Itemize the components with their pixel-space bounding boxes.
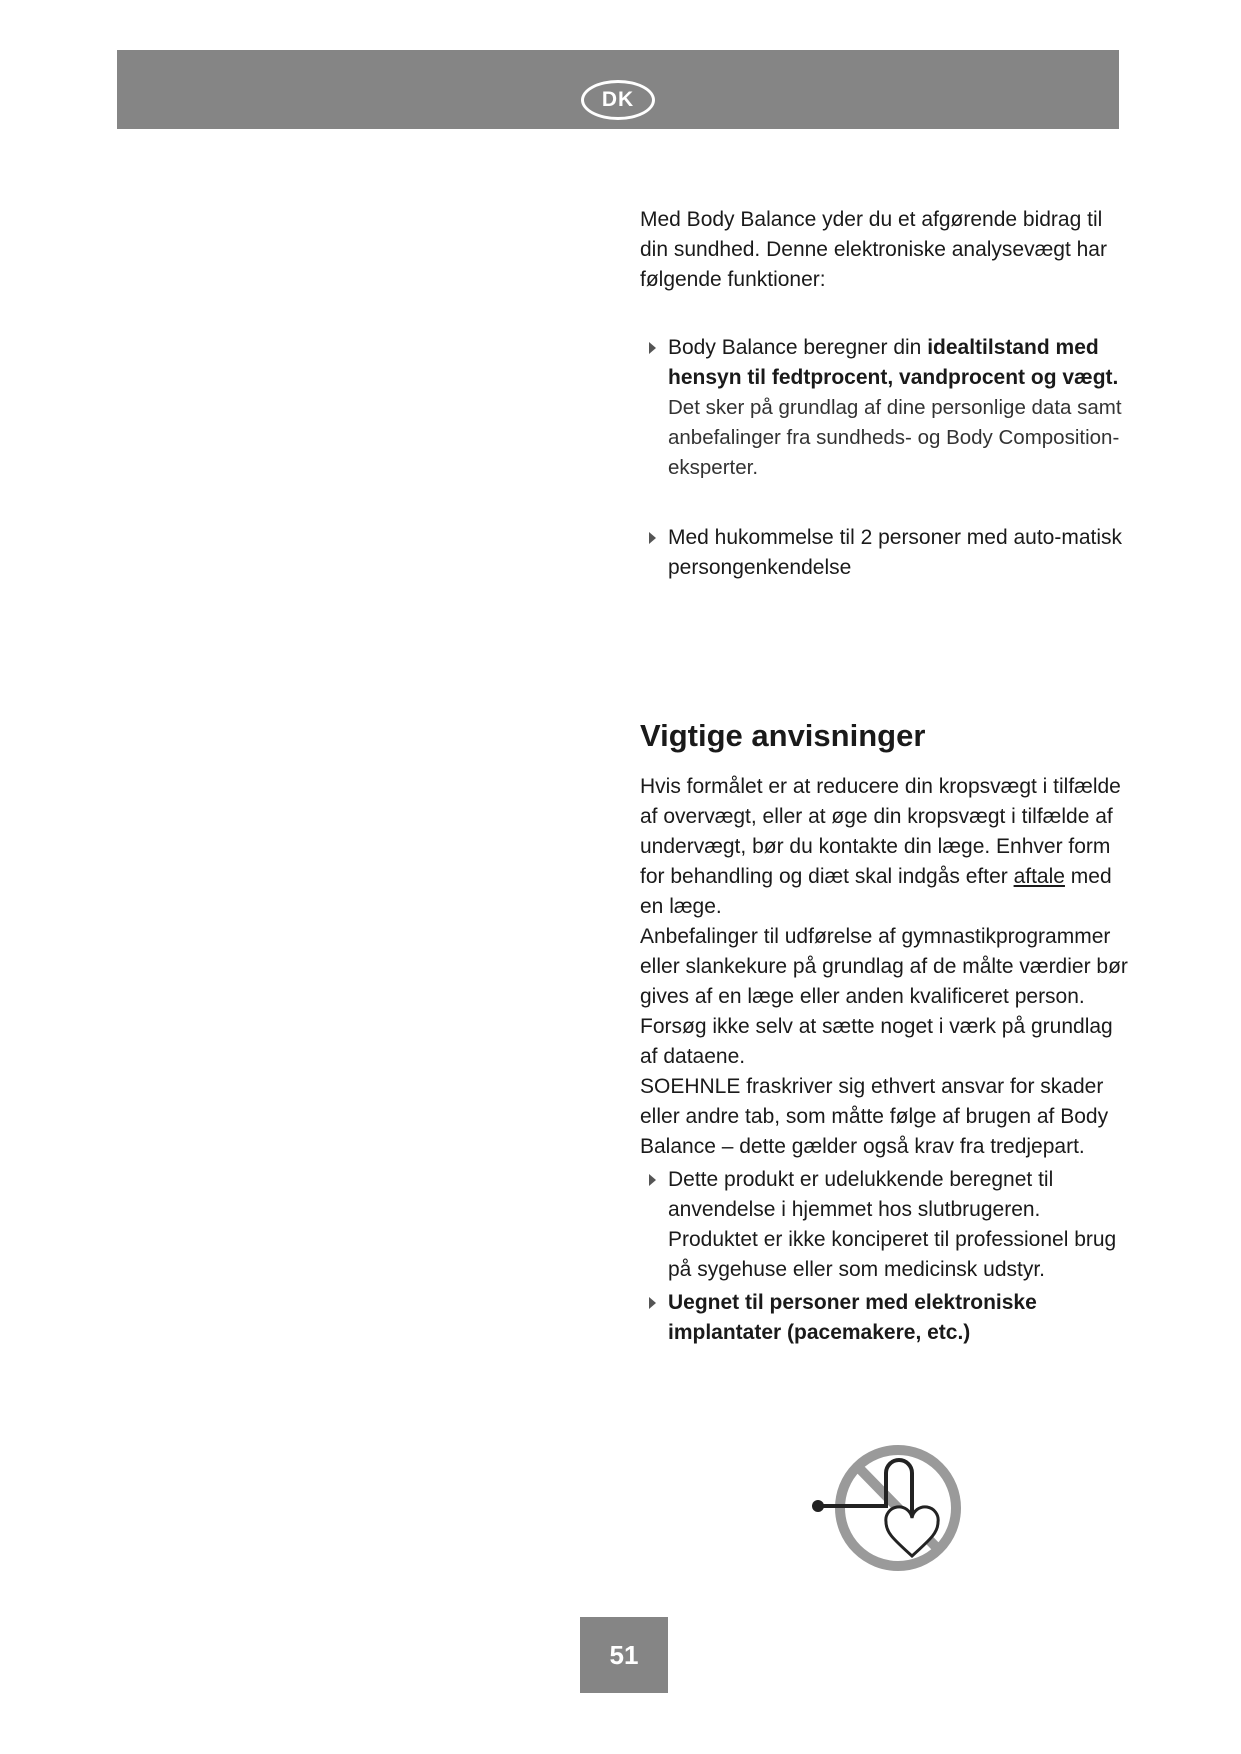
aftale-link: aftale (1013, 865, 1065, 888)
intro-section (640, 205, 1130, 295)
feature-lead: Body Balance beregner din (668, 336, 928, 359)
language-badge: DK (581, 80, 655, 120)
feature-item-memory (640, 523, 1130, 583)
home-use-bullet (640, 1165, 1130, 1285)
bullet-arrow-icon (649, 1174, 656, 1186)
intro-paragraph: Med Body Balance yder du et afgørende bidrag til din sundhed. Denne elektroniske analysevægt har følgende funktioner: (640, 208, 1107, 291)
page-number: 51 (580, 1617, 668, 1693)
bullet-arrow-icon (649, 342, 656, 354)
p1-text: Hvis formålet er at reducere din kropsvægt i tilfælde af overvægt, eller at øge din kropsvægt i tilfælde af undervægt, bør du kontakte din læge. Enhver form for behandling og diæt skal indgås efter (640, 775, 1121, 888)
feature-rest: Det sker på grundlag af dine personlige data samt anbefalinger fra sundheds- og Body Composition-eksperter. (668, 396, 1122, 479)
important-heading: Vigtige anvisninger (640, 718, 926, 753)
bullet-arrow-icon (649, 1297, 656, 1309)
feature-memory-text: Med hukommelse til 2 personer med auto-matisk persongenkendelse (668, 526, 1123, 579)
important-section (640, 772, 1130, 1348)
implant-warning-bullet (640, 1288, 1130, 1348)
important-paragraph-2: Anbefalinger til udførelse af gymnastikprogrammer eller slankekure på grundlag af de målte værdier bør gives af en læge eller anden kvalificeret person. Forsøg ikke selv at sætte noget i værk på grundlag af dataene. (640, 925, 1128, 1068)
important-paragraph-3: SOEHNLE fraskriver sig ethvert ansvar for skader eller andre tab, som måtte følge af brugen af Body Balance – dette gælder også krav fra tredjepart. (640, 1075, 1109, 1158)
no-pacemaker-icon (806, 1438, 966, 1578)
implant-warning-text: Uegnet til personer med elektroniske implantater (pacemakere, etc.) (668, 1291, 1037, 1344)
p1-tail: med en læge. (640, 865, 1112, 918)
important-paragraph-1 (640, 772, 1130, 922)
feature-list (640, 333, 1130, 583)
bullet-arrow-icon (649, 532, 656, 544)
home-use-text: Dette produkt er udelukkende beregnet til anvendelse i hjemmet hos slutbrugeren. Produktet er ikke konciperet til professionel brug på sygehuse eller som medicinsk udstyr. (668, 1168, 1117, 1281)
feature-item-ideal (640, 333, 1130, 483)
feature-bold: idealtilstand med hensyn til fedtprocent, vandprocent og vægt. (668, 336, 1119, 389)
